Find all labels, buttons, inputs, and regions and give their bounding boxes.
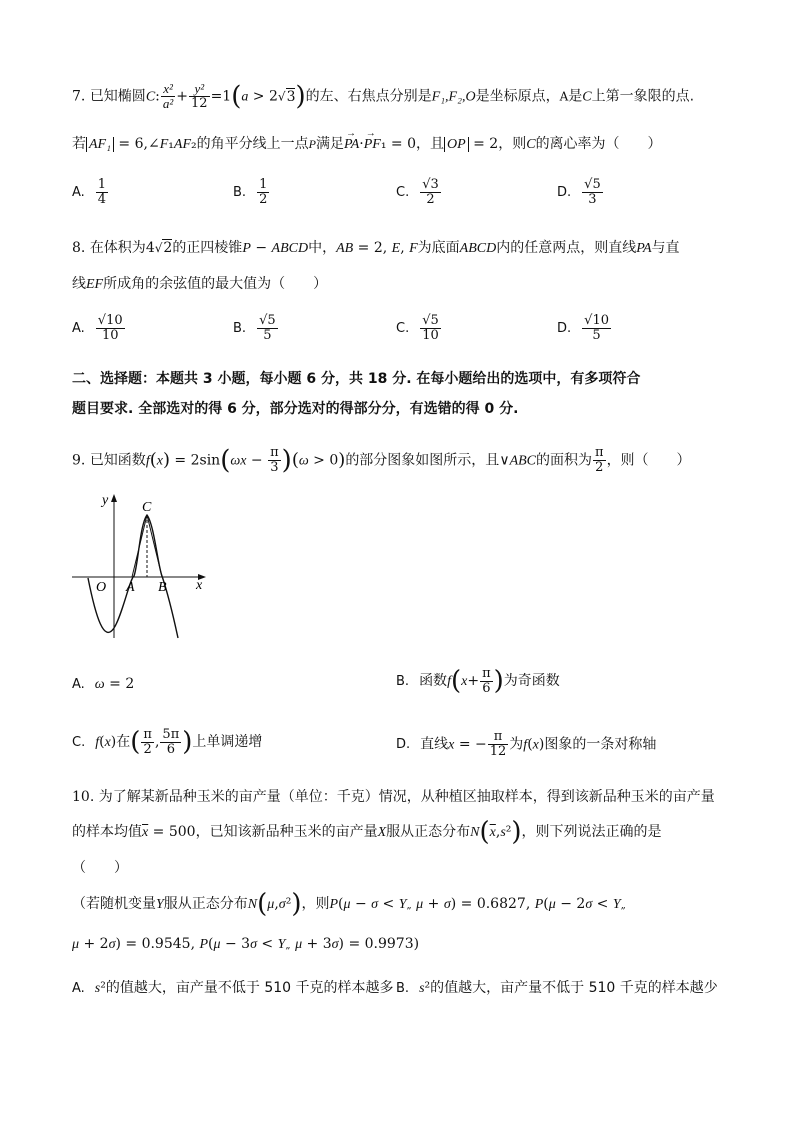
- label-y: y: [102, 493, 109, 508]
- q7-text2: 是坐标原点，: [475, 88, 560, 105]
- section2-heading-line2: 题目要求. 全部选对的得 6 分，部分选对的得部分分，有选错的得 0 分.: [72, 401, 519, 417]
- q7-option-c[interactable]: C. $\frac{√3}{2}$: [396, 177, 439, 207]
- q10-line3: （ ）: [72, 860, 128, 876]
- q7-line2-f: 的离心率为（ ）: [535, 136, 662, 152]
- label-o: O: [96, 580, 107, 595]
- q7-line1: 7. 已知椭圆C: $\frac{\text{x²}}{\text{a²}}$ + $\frac{\text{y²}}{12}$ =1(a > 2√3)的左、右焦点分别是F₁,F₂,O是坐标原点，A是C上第一象限的点.: [72, 81, 695, 112]
- q10-line4: （若随机变量Y服从正态分布N(μ,σ²)，则P(μ − σ < Y„ μ + σ) = 0.6827, P(μ − 2σ < Y„: [72, 889, 626, 919]
- q10-option-a[interactable]: A. s²的值越大，亩产量不低于 510 千克的样本越多: [72, 980, 394, 996]
- label-x: x: [196, 578, 203, 593]
- q8-option-d[interactable]: D. $\frac{√10}{5}$: [557, 313, 609, 343]
- q10-line1: 10. 为了解某新品种玉米的亩产量（单位：千克）情况，从种植区抽取样本，得到该新品种玉米的亩产量: [72, 789, 715, 805]
- q8-number: 8.: [72, 240, 86, 256]
- q10-line2: 的样本均值$\overline{x} = 500$，已知该新品种玉米的亩产量X服从正态分布$N(\overline{x},s^2)$，则下列说法正确的是: [72, 817, 662, 847]
- q9-function-graph: [66, 488, 216, 648]
- q7-option-b[interactable]: B. $\frac{1}{2}$: [233, 177, 268, 207]
- segment-ac: [132, 515, 147, 577]
- q8-option-b[interactable]: B. $\frac{√5}{5}$: [233, 313, 276, 343]
- label-a: A: [126, 580, 135, 595]
- segment-bc: [147, 515, 162, 577]
- q7-text4: 上第一象限的点.: [591, 88, 695, 105]
- q7-line2-c: 满足: [315, 136, 344, 152]
- q7-foci: F₁,F₂,O: [431, 89, 476, 105]
- q9-line1: 9. 已知函数f(x) = 2sin(ωx − $\frac{\pi}{3}$ )(ω > 0)的部分图象如图所示，且∨ABC的面积为 $\frac{\pi}{2}$ ，则（ ）: [72, 445, 691, 476]
- label-c: C: [142, 500, 152, 515]
- q7-text3: 是: [568, 88, 583, 105]
- q7-line2-e: ，则: [498, 136, 527, 152]
- y-axis-arrow: [111, 494, 117, 502]
- q7-line2-d: ，且: [416, 136, 444, 152]
- q7-ellipse-eq: C: [145, 89, 156, 105]
- q7-option-a[interactable]: A. $\frac{1}{4}$: [72, 177, 107, 207]
- q7-number: 7.: [72, 88, 86, 105]
- q7-text1: 的左、右焦点分别是: [305, 88, 432, 105]
- q10-option-b[interactable]: B. s²的值越大，亩产量不低于 510 千克的样本越少: [396, 980, 718, 996]
- q7-line2: 若 AF₁ = 6,∠F₁AF₂的角平分线上一点P满足→ PA·→ PF₁ = 0，且 OP = 2，则C的离心率为（ ）: [72, 134, 662, 155]
- q9-option-c[interactable]: C. f(x)在( $\frac{\pi}{2}$ , $\frac{5\pi}{6}$ )上单调递增: [72, 726, 263, 757]
- q7-intro: 已知椭圆: [89, 88, 146, 105]
- q7-line2-b: 的角平分线上一点: [196, 136, 309, 152]
- section2-heading-line1: 二、选择题：本题共 3 小题，每小题 6 分，共 18 分. 在每小题给出的选项中，有多项符合: [72, 371, 641, 387]
- q8-option-c[interactable]: C. $\frac{√5}{10}$: [396, 313, 439, 343]
- q9-option-a[interactable]: A. ω = 2: [72, 676, 135, 692]
- q9-option-b[interactable]: B. 函数f(x+ $\frac{\pi}{6}$ )为奇函数: [396, 665, 560, 696]
- q7-option-d[interactable]: D. $\frac{√5}{3}$: [557, 177, 601, 207]
- q8-line1: 8. 在体积为4√2的正四棱锥P − ABCD中，AB = 2, E, F为底面ABCD内的任意两点，则直线PA与直: [72, 240, 680, 256]
- q10-line5: μ + 2σ) = 0.9545, P(μ − 3σ < Y„ μ + 3σ) = 0.9973): [72, 936, 420, 952]
- q9-option-d[interactable]: D. 直线x = − $\frac{\pi}{12}$ 为f(x)图象的一条对称轴: [396, 729, 657, 759]
- q8-option-a[interactable]: A. $\frac{√10}{10}$: [72, 313, 123, 343]
- label-b: B: [158, 580, 167, 595]
- q8-line2: 线EF所成角的余弦值的最大值为（ ）: [72, 276, 328, 292]
- q7-line2-a: 若: [72, 136, 86, 152]
